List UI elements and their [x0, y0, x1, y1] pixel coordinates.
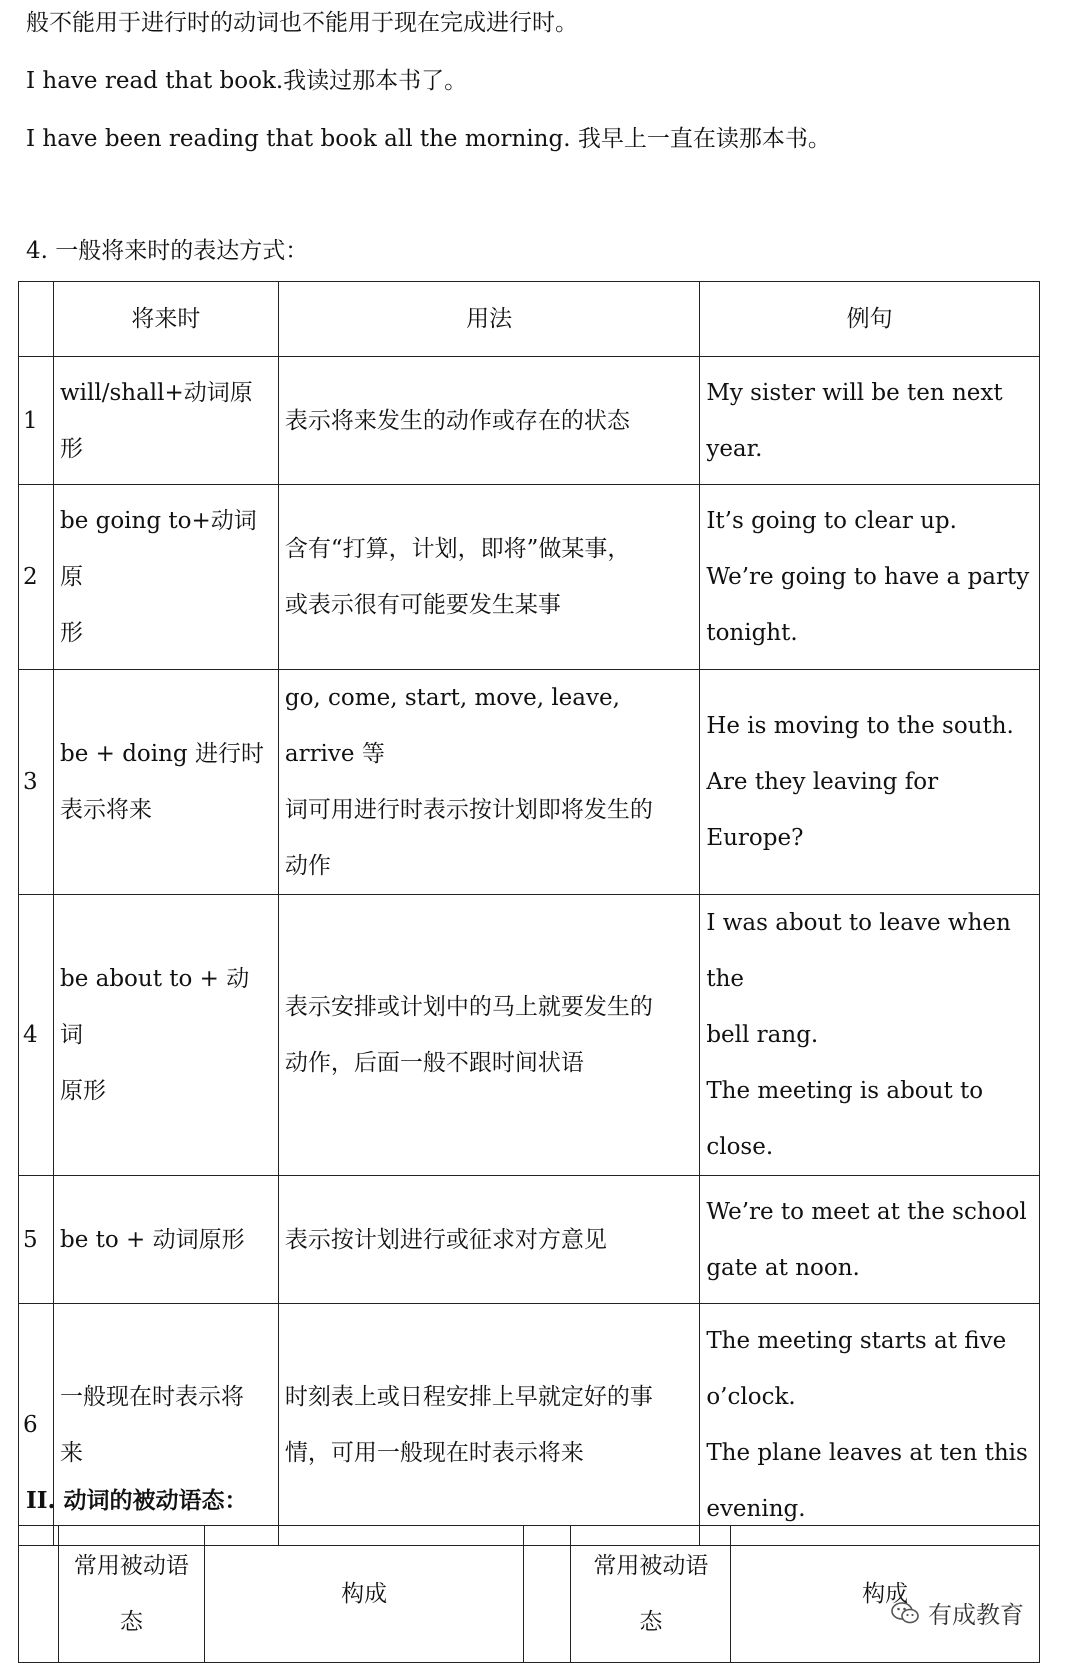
- header-cell-structure-left: 构成: [204, 1526, 524, 1663]
- form-cell: be going to+动词原 形: [53, 485, 278, 670]
- future-tense-table: [18, 281, 1040, 1546]
- row-number: 2: [19, 485, 54, 670]
- row-number: 3: [19, 670, 54, 895]
- row-number: 6: [19, 1304, 54, 1546]
- table-row: [19, 357, 1040, 485]
- header-cell-example: 例句: [700, 282, 1040, 357]
- wechat-icon: [890, 1600, 920, 1626]
- usage-cell: go, come, start, move, leave, arrive 等 词可用进行时表示按计划即将发生的 动作: [278, 670, 699, 895]
- usage-cell: 表示安排或计划中的马上就要发生的 动作，后面一般不跟时间状语: [278, 895, 699, 1176]
- usage-cell: 表示将来发生的动作或存在的状态: [278, 357, 699, 485]
- row-number: 4: [19, 895, 54, 1176]
- usage-cell: 时刻表上或日程安排上早就定好的事 情，可用一般现在时表示将来: [278, 1304, 699, 1546]
- watermark-text: 有成教育: [928, 1601, 1024, 1629]
- example-cell: The meeting starts at five o’clock. The plane leaves at ten this evening.: [700, 1304, 1040, 1546]
- header-cell-index-right: [524, 1526, 571, 1663]
- passive-voice-table: [18, 1525, 1040, 1663]
- example-cell: It’s going to clear up. We’re going to have a party tonight.: [700, 485, 1040, 670]
- header-cell-index: [19, 282, 54, 357]
- usage-cell: 表示按计划进行或征求对方意见: [278, 1176, 699, 1304]
- header-cell-form: 将来时: [53, 282, 278, 357]
- form-cell: be to + 动词原形: [53, 1176, 278, 1304]
- row-number: 5: [19, 1176, 54, 1304]
- header-cell-passive-form-right: 常用被动语 态: [571, 1526, 731, 1663]
- table-row: [19, 1176, 1040, 1304]
- form-cell: 一般现在时表示将 来: [53, 1304, 278, 1546]
- table-header-row: [19, 1526, 1040, 1663]
- intro-line-3: I have been reading that book all the morning. 我早上一直在读那本书。: [26, 126, 831, 152]
- table-row: [19, 485, 1040, 670]
- section-4-title: 4. 一般将来时的表达方式：: [26, 238, 309, 264]
- usage-cell: 含有“打算，计划，即将”做某事， 或表示很有可能要发生某事: [278, 485, 699, 670]
- example-cell: I was about to leave when the bell rang. The meeting is about to close.: [700, 895, 1040, 1176]
- header-cell-passive-form-left: 常用被动语 态: [58, 1526, 204, 1663]
- table-row: [19, 895, 1040, 1176]
- header-cell-structure-right: 构成: [731, 1526, 1040, 1663]
- form-cell: be about to + 动词 原形: [53, 895, 278, 1176]
- header-cell-usage: 用法: [278, 282, 699, 357]
- example-cell: My sister will be ten next year.: [700, 357, 1040, 485]
- table-header-row: [19, 282, 1040, 357]
- intro-line-2: I have read that book.我读过那本书了。: [26, 68, 468, 94]
- row-number: 1: [19, 357, 54, 485]
- section-ii-title: II. 动词的被动语态：: [26, 1487, 248, 1514]
- form-cell: will/shall+动词原 形: [53, 357, 278, 485]
- table-row: [19, 670, 1040, 895]
- header-cell-index-left: [19, 1526, 59, 1663]
- form-cell: be + doing 进行时 表示将来: [53, 670, 278, 895]
- example-cell: We’re to meet at the school gate at noon.: [700, 1176, 1040, 1304]
- watermark: [890, 1595, 1024, 1630]
- example-cell: He is moving to the south. Are they leaving for Europe?: [700, 670, 1040, 895]
- intro-line-1: 般不能用于进行时的动词也不能用于现在完成进行时。: [26, 10, 578, 36]
